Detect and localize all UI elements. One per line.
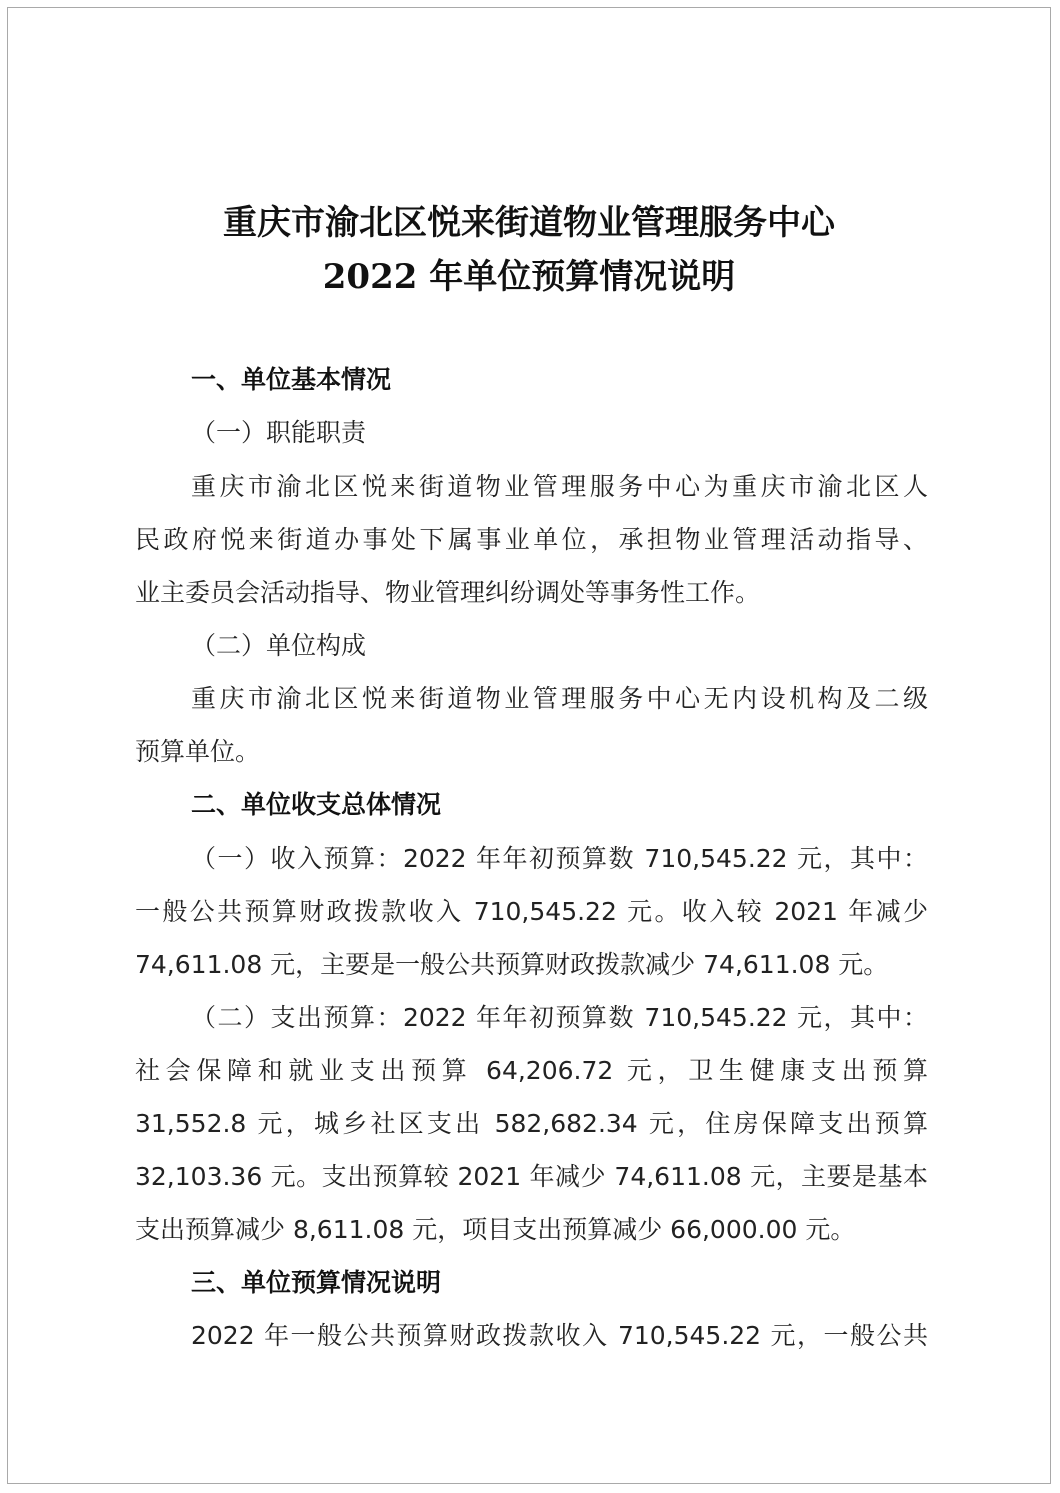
section-heading-2: 二、单位收支总体情况 (191, 790, 442, 819)
paragraph-line: （一）收入预算：2022 年年初预算数 710,545.22 元，其中： (191, 844, 928, 873)
paragraph-line: 重庆市渝北区悦来街道物业管理服务中心无内设机构及二级 (191, 684, 928, 713)
document-page (7, 7, 1051, 1484)
section-heading-1: 一、单位基本情况 (191, 365, 392, 394)
paragraph-line: 重庆市渝北区悦来街道物业管理服务中心为重庆市渝北区人 (191, 472, 928, 501)
paragraph-line: 32,103.36 元。支出预算较 2021 年减少 74,611.08 元，主要是基本 (135, 1162, 928, 1191)
paragraph-line: 74,611.08 元，主要是一般公共预算财政拨款减少 74,611.08 元。 (135, 950, 889, 979)
paragraph-line: （二）支出预算：2022 年年初预算数 710,545.22 元，其中： (191, 1003, 928, 1032)
paragraph-line: 民政府悦来街道办事处下属事业单位，承担物业管理活动指导、 (135, 525, 928, 554)
subheading-duties: （一）职能职责 (191, 418, 367, 447)
section-heading-3: 三、单位预算情况说明 (191, 1268, 442, 1297)
paragraph-line: 一般公共预算财政拨款收入 710,545.22 元。收入较 2021 年减少 (135, 897, 928, 926)
paragraph-line: 业主委员会活动指导、物业管理纠纷调处等事务性工作。 (135, 578, 761, 607)
paragraph-line: 社会保障和就业支出预算 64,206.72 元，卫生健康支出预算 (135, 1056, 928, 1085)
document-title-line-1: 重庆市渝北区悦来街道物业管理服务中心 (223, 203, 835, 243)
document-title-line-2: 2022 年单位预算情况说明 (322, 257, 736, 297)
subheading-composition: （二）单位构成 (191, 631, 367, 660)
paragraph-line: 支出预算减少 8,611.08 元，项目支出预算减少 66,000.00 元。 (135, 1215, 856, 1244)
paragraph-line: 2022 年一般公共预算财政拨款收入 710,545.22 元，一般公共 (191, 1321, 928, 1350)
paragraph-line: 预算单位。 (135, 737, 261, 766)
paragraph-line: 31,552.8 元，城乡社区支出 582,682.34 元，住房保障支出预算 (135, 1109, 928, 1138)
